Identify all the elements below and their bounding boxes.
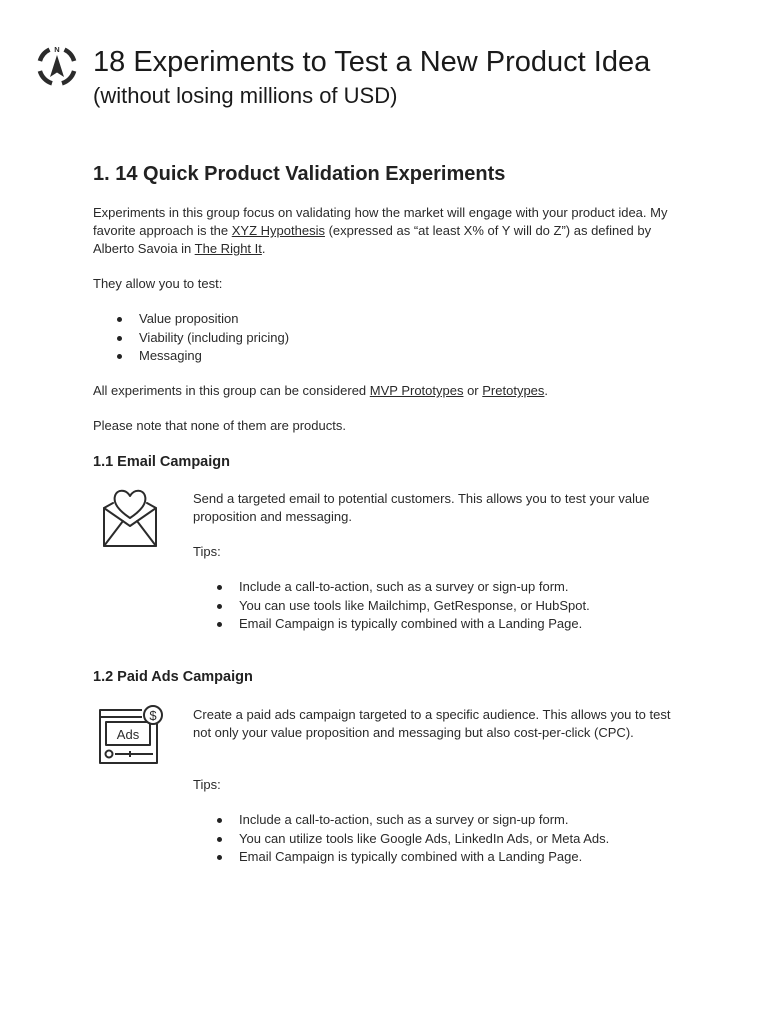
list-item: Include a call-to-action, such as a survey or sign-up form.: [193, 811, 609, 830]
intro-text: .: [261, 241, 266, 256]
ads-browser-dollar-icon: [96, 702, 166, 766]
the-right-it-link[interactable]: The Right It: [194, 241, 262, 256]
intro-text: Experiments in this group focus on validating how the market will engage with your product idea. My favorite approach is the: [93, 205, 668, 238]
compass-north-icon: [35, 44, 79, 88]
list-item: Messaging: [93, 347, 289, 366]
email-campaign-tips-label: Tips:: [193, 544, 221, 559]
subsection-heading-email-campaign: 1.1 Email Campaign: [93, 454, 230, 470]
paid-ads-tips-label: Tips:: [193, 777, 221, 792]
envelope-heart-icon: [96, 486, 164, 552]
list-item: Email Campaign is typically combined with a Landing Page.: [193, 615, 590, 634]
section-heading: 1. 14 Quick Product Validation Experiments: [93, 163, 506, 185]
note-paragraph: Please note that none of them are products.: [93, 418, 346, 433]
ads-icon-label: Ads: [116, 727, 140, 742]
considered-text: or: [463, 383, 483, 398]
intro-text: (expressed as “at least X% of Y will do Z”) as defined by Alberto Savoia in: [93, 223, 652, 256]
considered-text: All experiments in this group can be considered: [93, 383, 370, 398]
pretotypes-link[interactable]: Pretotypes: [482, 383, 545, 398]
paid-ads-description: Create a paid ads campaign targeted to a specific audience. This allows you to test not only your value proposition and messaging but also cost-per-click (CPC).: [193, 707, 671, 740]
list-item: Value proposition: [93, 310, 289, 329]
list-item: Viability (including pricing): [93, 329, 289, 348]
email-campaign-description: Send a targeted email to potential customers. This allows you to test your value proposition and messaging.: [193, 491, 650, 524]
list-item: Email Campaign is typically combined with a Landing Page.: [193, 848, 609, 867]
list-item: You can utilize tools like Google Ads, LinkedIn Ads, or Meta Ads.: [193, 830, 609, 849]
xyz-hypothesis-link[interactable]: XYZ Hypothesis: [231, 223, 325, 238]
intro-paragraph: [93, 204, 693, 258]
paid-ads-tips-list: [193, 811, 609, 867]
subsection-heading-paid-ads-campaign: 1.2 Paid Ads Campaign: [93, 669, 253, 685]
list-item: Include a call-to-action, such as a survey or sign-up form.: [193, 578, 590, 597]
svg-text:$: $: [149, 708, 157, 723]
email-campaign-tips-list: [193, 578, 590, 634]
considered-text: .: [544, 383, 549, 398]
allow-label: They allow you to test:: [93, 276, 223, 291]
document-subtitle: (without losing millions of USD): [93, 83, 398, 108]
document-title: 18 Experiments to Test a New Product Idea: [93, 46, 651, 78]
svg-text:N: N: [54, 45, 60, 54]
considered-paragraph: [93, 382, 693, 400]
list-item: You can use tools like Mailchimp, GetResponse, or HubSpot.: [193, 597, 590, 616]
allow-list: [93, 310, 289, 366]
mvp-prototypes-link[interactable]: MVP Prototypes: [369, 383, 464, 398]
